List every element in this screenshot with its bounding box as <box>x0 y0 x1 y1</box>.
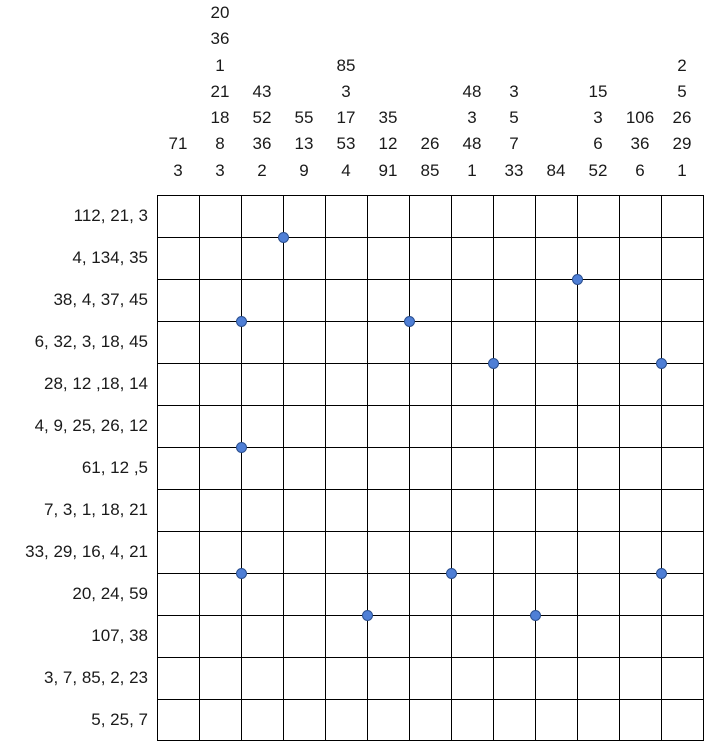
column-clue-number: 2 <box>677 55 687 75</box>
grid-cell[interactable] <box>409 699 451 741</box>
grid-cell[interactable] <box>493 363 535 405</box>
grid-cell[interactable] <box>157 699 199 741</box>
grid-cell[interactable] <box>577 489 619 531</box>
column-clue-number: 7 <box>509 134 519 154</box>
grid-cell[interactable] <box>199 489 241 531</box>
grid-cell[interactable] <box>367 615 409 657</box>
grid-cell[interactable] <box>409 657 451 699</box>
grid-cell[interactable] <box>451 405 493 447</box>
column-clue-number: 36 <box>630 134 650 154</box>
grid-cell[interactable] <box>535 195 577 237</box>
column-clue-number: 35 <box>378 108 398 128</box>
grid-cell[interactable] <box>577 447 619 489</box>
column-clue-number: 3 <box>467 108 477 128</box>
grid-cell[interactable] <box>325 363 367 405</box>
grid-cell[interactable] <box>661 573 703 615</box>
grid-cell[interactable] <box>283 657 325 699</box>
grid-cell[interactable] <box>493 405 535 447</box>
grid-cell[interactable] <box>283 321 325 363</box>
grid-cell[interactable] <box>241 405 283 447</box>
grid-cell[interactable] <box>199 195 241 237</box>
grid-cell[interactable] <box>241 657 283 699</box>
grid-cell[interactable] <box>199 615 241 657</box>
grid-cell[interactable] <box>577 321 619 363</box>
column-clue-number: 1 <box>215 55 225 75</box>
grid-cell[interactable] <box>241 615 283 657</box>
grid-cell[interactable] <box>283 237 325 279</box>
grid-cell[interactable] <box>619 657 661 699</box>
grid-cell[interactable] <box>325 447 367 489</box>
grid-cell[interactable] <box>409 615 451 657</box>
grid-cell[interactable] <box>367 195 409 237</box>
column-clue-number: 3 <box>341 81 351 101</box>
grid-cell[interactable] <box>661 531 703 573</box>
grid-cell[interactable] <box>157 657 199 699</box>
row-clue-1: 112, 21, 3 <box>73 206 148 225</box>
column-clue-number: 6 <box>593 134 603 154</box>
grid-cell[interactable] <box>535 531 577 573</box>
grid-cell[interactable] <box>451 237 493 279</box>
grid-cell[interactable] <box>661 195 703 237</box>
column-clue-13 <box>661 0 703 184</box>
grid-cell[interactable] <box>409 447 451 489</box>
grid-cell[interactable] <box>661 699 703 741</box>
grid-cell[interactable] <box>619 237 661 279</box>
column-clue-number: 26 <box>420 134 440 154</box>
grid-cell[interactable] <box>409 321 451 363</box>
column-clue-number: 33 <box>504 160 524 180</box>
grid-cell[interactable] <box>241 531 283 573</box>
column-clue-2 <box>199 0 241 184</box>
grid-cell[interactable] <box>199 657 241 699</box>
grid-cell[interactable] <box>661 657 703 699</box>
column-clue-number: 26 <box>672 108 692 128</box>
grid-cell[interactable] <box>619 573 661 615</box>
grid-cell[interactable] <box>157 573 199 615</box>
grid-cell[interactable] <box>577 237 619 279</box>
grid-cell[interactable] <box>283 195 325 237</box>
grid-cell[interactable] <box>409 363 451 405</box>
column-clue-number: 3 <box>173 160 183 180</box>
grid-cell[interactable] <box>241 699 283 741</box>
grid-cell[interactable] <box>535 363 577 405</box>
row-clue-10: 20, 24, 59 <box>72 584 148 603</box>
grid-cell[interactable] <box>577 195 619 237</box>
grid-cell[interactable] <box>157 405 199 447</box>
grid-cell[interactable] <box>409 531 451 573</box>
column-clue-number: 91 <box>378 160 398 180</box>
grid-cell[interactable] <box>199 405 241 447</box>
column-clue-12 <box>619 0 661 184</box>
column-clue-number: 5 <box>677 81 687 101</box>
grid-cell[interactable] <box>451 615 493 657</box>
column-clue-number: 17 <box>336 108 356 128</box>
grid-cell[interactable] <box>241 195 283 237</box>
grid-cell[interactable] <box>619 615 661 657</box>
column-clue-number: 55 <box>294 108 314 128</box>
column-clue-number: 48 <box>462 134 482 154</box>
grid-cell[interactable] <box>325 657 367 699</box>
grid-cell[interactable] <box>619 363 661 405</box>
grid-cell[interactable] <box>535 489 577 531</box>
grid-cell[interactable] <box>283 279 325 321</box>
row-clue-12: 3, 7, 85, 2, 23 <box>44 668 148 687</box>
grid-cell[interactable] <box>661 237 703 279</box>
column-clue-8 <box>451 0 493 184</box>
column-clue-number: 29 <box>672 134 692 154</box>
column-clue-number: 18 <box>210 108 230 128</box>
column-clue-11 <box>577 0 619 184</box>
grid-cell[interactable] <box>283 447 325 489</box>
grid-cell[interactable] <box>367 573 409 615</box>
column-clue-number: 8 <box>215 134 225 154</box>
column-clue-number: 1 <box>467 160 477 180</box>
column-clue-number: 3 <box>215 160 225 180</box>
column-clue-number: 71 <box>168 134 188 154</box>
grid-cell[interactable] <box>577 615 619 657</box>
grid-cell[interactable] <box>493 531 535 573</box>
column-clue-number: 52 <box>588 160 608 180</box>
row-clue-4: 6, 32, 3, 18, 45 <box>34 332 148 351</box>
column-clue-number: 53 <box>336 134 356 154</box>
row-clue-8: 7, 3, 1, 18, 21 <box>44 500 148 519</box>
grid-cell[interactable] <box>409 573 451 615</box>
grid-cell[interactable] <box>241 489 283 531</box>
grid-cell[interactable] <box>241 573 283 615</box>
grid-cell[interactable] <box>493 699 535 741</box>
grid-cell[interactable] <box>451 573 493 615</box>
grid-cell[interactable] <box>199 321 241 363</box>
column-clue-5 <box>325 0 367 184</box>
grid-cell[interactable] <box>157 279 199 321</box>
grid-cell[interactable] <box>409 279 451 321</box>
column-clue-number: 36 <box>210 29 230 49</box>
grid-cell[interactable] <box>283 489 325 531</box>
grid-cell[interactable] <box>157 489 199 531</box>
grid-cell[interactable] <box>157 237 199 279</box>
grid-cell[interactable] <box>367 447 409 489</box>
grid-cell[interactable] <box>157 447 199 489</box>
grid-cell[interactable] <box>535 279 577 321</box>
grid-cell[interactable] <box>493 573 535 615</box>
grid-cell[interactable] <box>283 531 325 573</box>
grid-cell[interactable] <box>157 321 199 363</box>
grid-cell[interactable] <box>661 489 703 531</box>
row-clue-2: 4, 134, 35 <box>72 248 148 267</box>
grid-cell[interactable] <box>241 363 283 405</box>
column-clue-7 <box>409 0 451 184</box>
grid-cell[interactable] <box>367 699 409 741</box>
grid-cell[interactable] <box>367 321 409 363</box>
grid-cell[interactable] <box>577 573 619 615</box>
grid-cell[interactable] <box>535 237 577 279</box>
column-clue-number: 12 <box>378 134 398 154</box>
grid-cell[interactable] <box>451 699 493 741</box>
grid-cell[interactable] <box>199 699 241 741</box>
grid-cell[interactable] <box>619 321 661 363</box>
grid-cell[interactable] <box>157 615 199 657</box>
grid-cell[interactable] <box>283 405 325 447</box>
grid-cell[interactable] <box>451 489 493 531</box>
grid-cell[interactable] <box>661 279 703 321</box>
grid-cell[interactable] <box>241 321 283 363</box>
grid-cell[interactable] <box>535 615 577 657</box>
grid-cell[interactable] <box>661 363 703 405</box>
grid-cell[interactable] <box>325 699 367 741</box>
grid-cell[interactable] <box>409 489 451 531</box>
grid-cell[interactable] <box>409 237 451 279</box>
column-clue-number: 85 <box>420 160 440 180</box>
column-clue-number: 36 <box>252 134 272 154</box>
column-clue-9 <box>493 0 535 184</box>
grid-cell[interactable] <box>325 489 367 531</box>
grid-cell[interactable] <box>451 531 493 573</box>
column-clue-10 <box>535 0 577 184</box>
grid-cell[interactable] <box>535 321 577 363</box>
column-clue-number: 13 <box>294 134 314 154</box>
grid-cell[interactable] <box>661 321 703 363</box>
grid-cell[interactable] <box>577 531 619 573</box>
grid-cell[interactable] <box>325 321 367 363</box>
row-clue-6: 4, 9, 25, 26, 12 <box>34 416 148 435</box>
grid-cell[interactable] <box>493 489 535 531</box>
column-clue-number: 20 <box>210 2 230 22</box>
column-clue-number: 9 <box>299 160 309 180</box>
grid-cell[interactable] <box>493 279 535 321</box>
column-clue-number: 1 <box>677 160 687 180</box>
column-clue-number: 15 <box>588 81 608 101</box>
grid-cell[interactable] <box>409 405 451 447</box>
column-clue-number: 52 <box>252 108 272 128</box>
grid-cell[interactable] <box>325 279 367 321</box>
column-clue-6 <box>367 0 409 184</box>
grid-cell[interactable] <box>325 531 367 573</box>
grid-cell[interactable] <box>661 447 703 489</box>
grid-cell[interactable] <box>619 531 661 573</box>
grid-cell[interactable] <box>367 489 409 531</box>
grid-cell[interactable] <box>577 363 619 405</box>
grid-cell[interactable] <box>619 405 661 447</box>
grid-cell[interactable] <box>199 363 241 405</box>
column-clue-number: 43 <box>252 81 272 101</box>
grid-cell[interactable] <box>325 237 367 279</box>
grid-cell[interactable] <box>157 195 199 237</box>
grid-cell[interactable] <box>493 321 535 363</box>
grid-cell[interactable] <box>451 321 493 363</box>
grid-cell[interactable] <box>367 657 409 699</box>
column-clue-number: 5 <box>509 108 519 128</box>
column-clue-number: 85 <box>336 55 356 75</box>
grid-cell[interactable] <box>283 573 325 615</box>
grid-cell[interactable] <box>535 657 577 699</box>
grid-cell[interactable] <box>283 615 325 657</box>
column-clue-4 <box>283 0 325 184</box>
grid-cell[interactable] <box>661 405 703 447</box>
row-clue-7: 61, 12 ,5 <box>81 458 148 477</box>
grid-cell[interactable] <box>619 447 661 489</box>
row-clue-11: 107, 38 <box>91 626 148 645</box>
grid-cell[interactable] <box>661 615 703 657</box>
column-clue-number: 3 <box>509 81 519 101</box>
grid-cell[interactable] <box>451 195 493 237</box>
column-clue-number: 4 <box>341 160 351 180</box>
grid-cell[interactable] <box>367 405 409 447</box>
grid-cell[interactable] <box>493 237 535 279</box>
grid-cell[interactable] <box>241 279 283 321</box>
grid-cell[interactable] <box>409 195 451 237</box>
grid-cell[interactable] <box>493 195 535 237</box>
grid-cell[interactable] <box>157 531 199 573</box>
grid-cell[interactable] <box>325 405 367 447</box>
grid-cell[interactable] <box>451 363 493 405</box>
grid-cell[interactable] <box>283 363 325 405</box>
grid-cell[interactable] <box>451 447 493 489</box>
grid-cell[interactable] <box>199 531 241 573</box>
grid-cell[interactable] <box>199 447 241 489</box>
grid-cell[interactable] <box>367 531 409 573</box>
grid-cell[interactable] <box>577 657 619 699</box>
grid-cell[interactable] <box>493 615 535 657</box>
column-clue-3 <box>241 0 283 184</box>
column-clue-number: 84 <box>546 160 566 180</box>
column-clue-number: 6 <box>635 160 645 180</box>
grid-cell[interactable] <box>577 279 619 321</box>
grid-cell[interactable] <box>577 405 619 447</box>
column-clue-number: 3 <box>593 108 603 128</box>
grid-cell[interactable] <box>535 447 577 489</box>
column-clue-number: 106 <box>625 108 655 128</box>
row-clue-3: 38, 4, 37, 45 <box>53 290 148 309</box>
row-clue-5: 28, 12 ,18, 14 <box>44 374 148 393</box>
grid-cell[interactable] <box>283 699 325 741</box>
grid-cell[interactable] <box>325 195 367 237</box>
grid-cell[interactable] <box>451 657 493 699</box>
grid-cell[interactable] <box>619 279 661 321</box>
grid-cell[interactable] <box>241 447 283 489</box>
grid-cell[interactable] <box>493 447 535 489</box>
grid-cell[interactable] <box>199 279 241 321</box>
grid-cell[interactable] <box>199 573 241 615</box>
grid-cell[interactable] <box>619 699 661 741</box>
grid-cell[interactable] <box>535 405 577 447</box>
grid-cell[interactable] <box>535 699 577 741</box>
grid-cell[interactable] <box>619 489 661 531</box>
grid-cell[interactable] <box>367 279 409 321</box>
grid-cell[interactable] <box>493 657 535 699</box>
column-clue-number: 21 <box>210 81 230 101</box>
grid-cell[interactable] <box>325 615 367 657</box>
grid-cell[interactable] <box>451 279 493 321</box>
grid-cell[interactable] <box>199 237 241 279</box>
row-clue-13: 5, 25, 7 <box>91 710 148 729</box>
grid-cell[interactable] <box>325 573 367 615</box>
grid-cell[interactable] <box>619 195 661 237</box>
grid-cell[interactable] <box>535 573 577 615</box>
grid-cell[interactable] <box>367 237 409 279</box>
column-clue-1 <box>157 0 199 184</box>
grid-cell[interactable] <box>367 363 409 405</box>
column-clue-number: 2 <box>257 160 267 180</box>
grid-cell[interactable] <box>241 237 283 279</box>
row-clue-9: 33, 29, 16, 4, 21 <box>25 542 148 561</box>
grid-cell[interactable] <box>157 363 199 405</box>
column-clue-number: 48 <box>462 81 482 101</box>
grid-cell[interactable] <box>577 699 619 741</box>
